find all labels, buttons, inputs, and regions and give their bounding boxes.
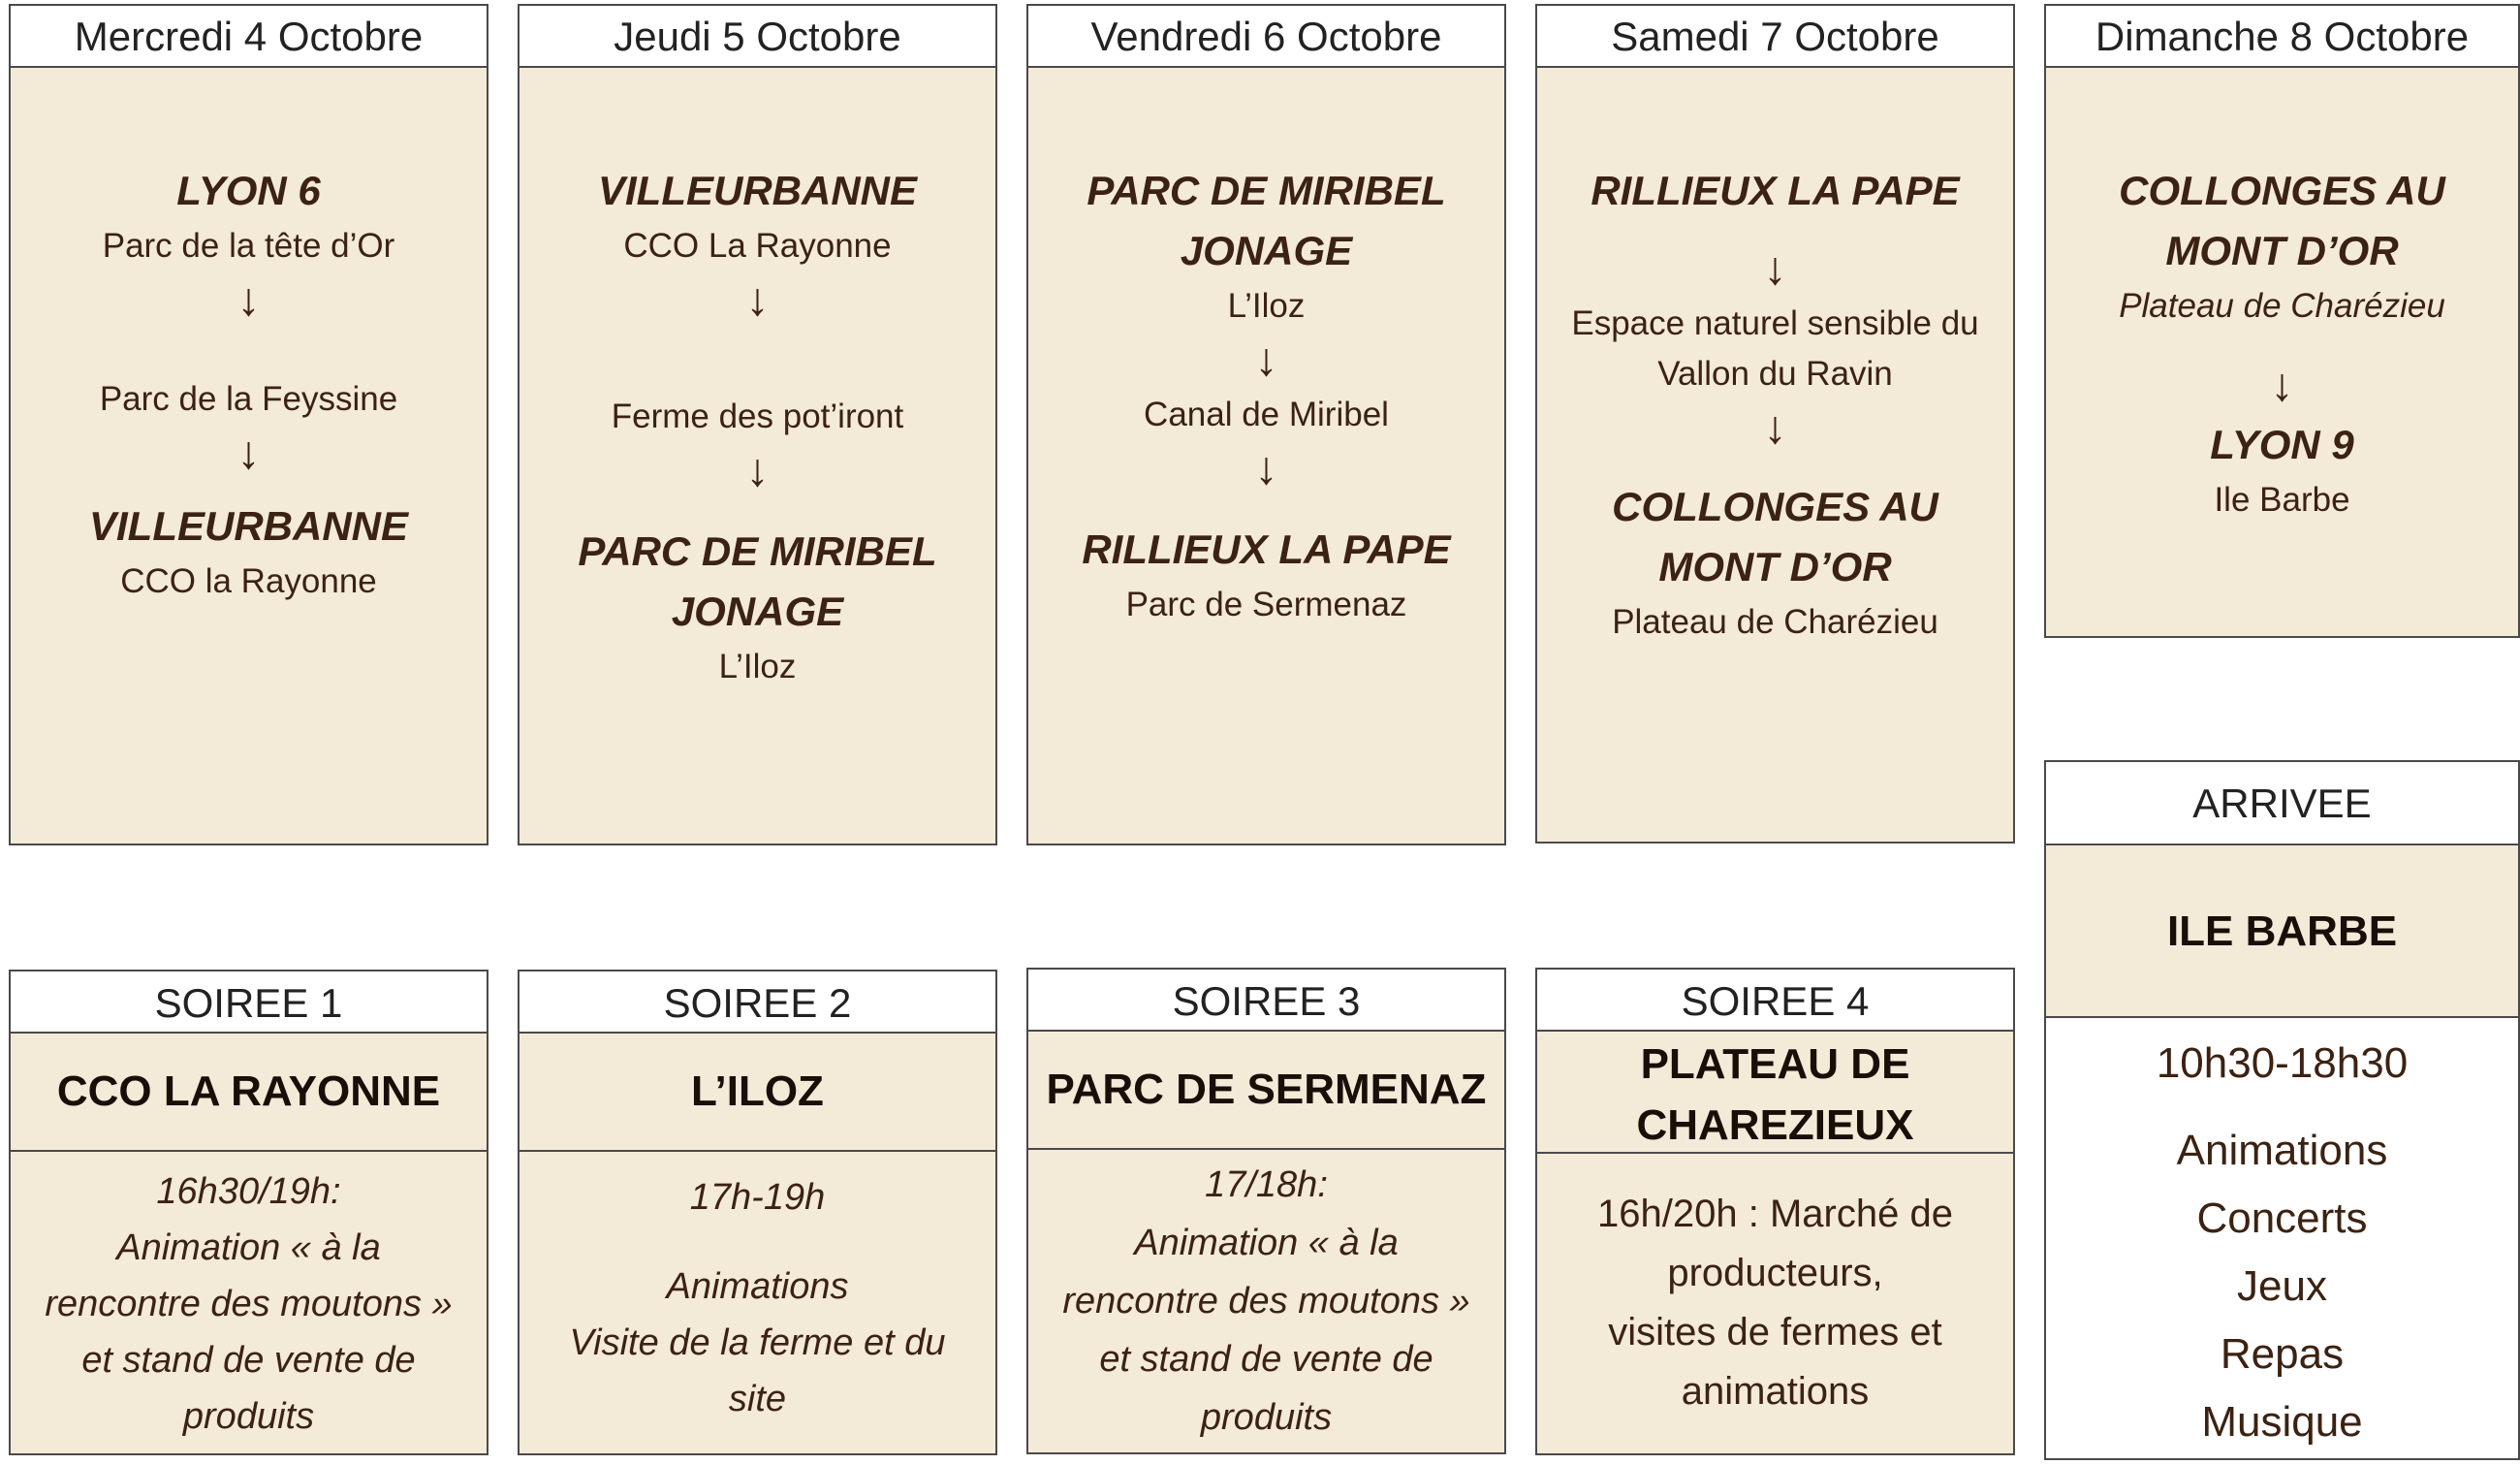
end-city: PARC DE MIRIBEL [578,528,937,574]
arrival-card [2044,760,2520,1460]
waypoint: Espace naturel sensible du [1571,304,1979,342]
arrival-activity: Musique [2201,1398,2363,1446]
end-place: Plateau de Charézieu [1612,603,1938,641]
day-card-saturday [1535,4,2015,844]
arrow-down-icon: ↓ [1763,243,1787,295]
evening-header: SOIREE 2 [520,971,995,1034]
arrow-down-icon: ↓ [1254,443,1278,494]
arrow-down-icon: ↓ [745,445,770,496]
end-place: CCO la Rayonne [120,562,377,600]
end-city: MONT D’OR [1658,544,1892,589]
start-place: Plateau de Charézieu [2119,287,2445,325]
evening-detail: producteurs, [1667,1252,1883,1294]
evening-card-1 [9,970,488,1455]
arrow-down-icon: ↓ [1254,334,1278,386]
evening-detail: produits [182,1396,315,1437]
evening-venue: CCO LA RAYONNE [56,1067,441,1115]
evening-detail: visites de fermes et [1608,1311,1942,1354]
waypoint: Vallon du Ravin [1657,355,1893,393]
end-place: L’Iloz [718,648,797,685]
arrival-activity: Concerts [2196,1194,2368,1242]
evening-time: 17h-19h [689,1177,826,1218]
day-card-thursday [518,4,997,845]
evening-card-3 [1026,968,1506,1454]
arrow-down-icon: ↓ [236,428,261,479]
arrival-time: 10h30-18h30 [2156,1039,2409,1087]
day-card-friday [1026,4,1506,845]
evening-time: 16h30/19h: [156,1171,341,1212]
evening-card-4 [1535,968,2015,1455]
day-header: Dimanche 8 Octobre [2046,6,2518,68]
end-city: LYON 9 [2210,422,2354,467]
arrival-activity: Jeux [2237,1262,2327,1310]
end-city: VILLEURBANNE [88,503,408,549]
day-header: Samedi 7 Octobre [1537,6,2013,68]
day-header: Vendredi 6 Octobre [1028,6,1504,68]
evening-venue: PLATEAU DE [1640,1040,1910,1088]
evening-venue: PARC DE SERMENAZ [1046,1066,1487,1113]
end-place: Parc de Sermenaz [1125,586,1407,623]
evening-detail: et stand de vente de [1099,1339,1433,1380]
evening-detail: site [728,1379,787,1419]
start-city: VILLEURBANNE [597,168,917,213]
start-place: CCO La Rayonne [623,227,892,265]
arrival-activity: Animations [2176,1127,2388,1174]
evening-card-2 [518,970,997,1455]
start-city: LYON 6 [176,168,321,213]
evening-venue: CHAREZIEUX [1636,1101,1914,1149]
day-header: Mercredi 4 Octobre [11,6,487,68]
start-city: JONAGE [1180,228,1353,273]
start-city: PARC DE MIRIBEL [1087,168,1446,213]
arrow-down-icon: ↓ [1763,402,1787,454]
evening-detail: animations [1681,1370,1870,1413]
arrow-down-icon: ↓ [745,274,770,326]
evening-detail: rencontre des moutons » [45,1284,453,1324]
start-place: Parc de la tête d’Or [102,227,395,265]
waypoint: Parc de la Feyssine [99,380,398,418]
evening-detail: Animations [666,1266,849,1307]
evening-detail: et stand de vente de [81,1340,416,1381]
evening-detail: rencontre des moutons » [1062,1281,1470,1322]
end-place: Ile Barbe [2214,481,2350,519]
start-place: L’Iloz [1227,287,1306,325]
evening-time: 16h/20h : Marché de [1597,1193,1953,1235]
arrow-down-icon: ↓ [236,274,261,326]
arrival-header: ARRIVEE [2046,762,2518,845]
evening-detail: Animation « à la [116,1227,381,1268]
end-city: JONAGE [671,589,844,634]
start-city: COLLONGES AU [2119,168,2445,213]
start-city: MONT D’OR [2165,228,2399,273]
day-card-wednesday [9,4,488,845]
evening-detail: Visite de la ferme et du [569,1322,946,1363]
evening-detail: produits [1200,1397,1333,1438]
arrival-activity: Repas [2220,1330,2345,1378]
evening-time: 17/18h: [1205,1164,1328,1205]
start-city: RILLIEUX LA PAPE [1591,168,1960,213]
evening-detail: Animation « à la [1134,1223,1399,1263]
day-header: Jeudi 5 Octobre [520,6,995,68]
evening-header: SOIREE 3 [1028,970,1504,1032]
waypoint: Canal de Miribel [1144,396,1389,433]
evening-venue: L’ILOZ [691,1067,824,1115]
end-city: RILLIEUX LA PAPE [1082,526,1451,572]
evening-header: SOIREE 4 [1537,970,2013,1032]
arrival-venue: ILE BARBE [2166,908,2398,955]
end-city: COLLONGES AU [1612,484,1938,529]
day-card-sunday [2044,4,2520,638]
waypoint: Ferme des pot’iront [611,398,904,435]
evening-header: SOIREE 1 [11,971,487,1034]
arrow-down-icon: ↓ [2270,360,2294,411]
